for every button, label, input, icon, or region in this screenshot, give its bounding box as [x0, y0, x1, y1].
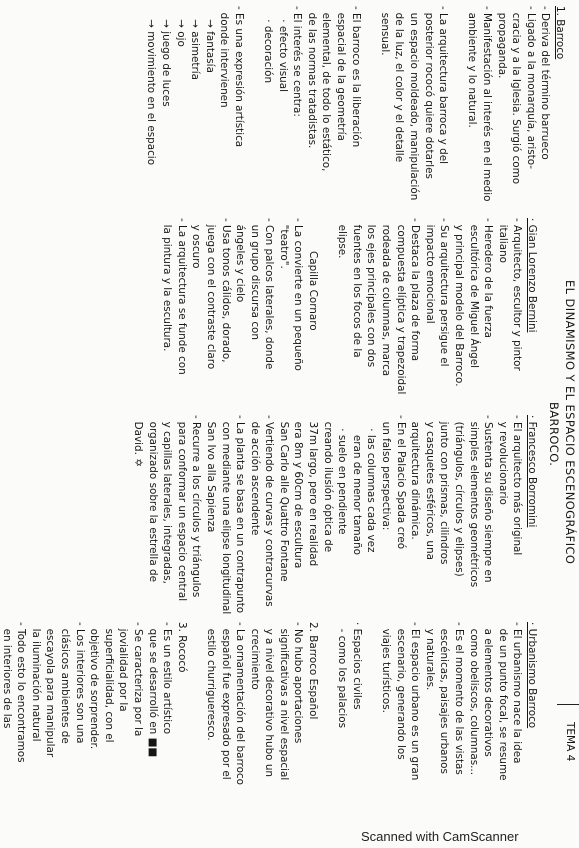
note-line: (triángulos, círculos y elipses)	[453, 415, 466, 577]
column-heading: · Francesco Borromini	[526, 415, 538, 528]
column-urbanismo	[0, 622, 539, 817]
note-line: · decoración	[262, 6, 275, 84]
column-lines	[160, 218, 525, 408]
note-line: - La ornamentación del barroco	[234, 622, 247, 785]
note-line: - En el Palacio Spada creó	[394, 415, 407, 550]
note-line: - El barroco es la liberación	[349, 6, 362, 148]
note-line: clásicos ambientes de	[59, 622, 71, 744]
note-line: · efecto visual	[276, 6, 289, 92]
note-line: - La convierte en un pequeño	[292, 218, 305, 371]
note-line: objetivo de sorprender.	[88, 622, 101, 750]
note-line: - Deriva del término barrueco	[539, 6, 552, 160]
note-line: - Vertiendo de curvas y contracurvas	[263, 415, 276, 607]
note-line: organizado sobre la estrella de	[146, 415, 159, 582]
note-line: propaganda.	[495, 6, 508, 79]
note-line: → ojo	[174, 6, 187, 47]
note-line	[320, 622, 335, 817]
note-line: - El urbanismo nace la idea	[511, 622, 524, 764]
note-line: elipse.	[336, 218, 349, 259]
note-line: elemental, de todo lo estático,	[320, 6, 333, 172]
note-line: - Usa tonos cálidos, dorado,	[219, 218, 232, 363]
note-line: - Ligado a la monarquía, aristo-	[524, 6, 537, 170]
note-line: 37m largo, pero en realidad	[307, 415, 320, 567]
note-line: un grupo discursa con	[248, 218, 261, 340]
note-line	[189, 622, 204, 817]
column-lines	[144, 6, 553, 202]
note-line: - Recurre a los círculos y triángulos	[190, 415, 203, 598]
note-line: escénicas, paisajes urbanos	[438, 622, 451, 774]
note-line: → asimetría	[189, 6, 202, 81]
note-line: → juego de luces	[159, 6, 172, 107]
note-line: - Es una expresión artística	[232, 6, 245, 148]
note-line	[320, 218, 335, 408]
note-line: estilo churrigueresco.	[204, 622, 217, 741]
note-line: arquitectura dinámica.	[409, 415, 422, 540]
note-line: · suelo en pendiente	[336, 415, 349, 535]
note-line: sensual.	[378, 6, 391, 56]
note-line: de la luz, el color y el detalle	[393, 6, 406, 163]
note-line: de las normas tratadistas.	[305, 6, 318, 149]
note-line: creando ilusión óptica de	[321, 415, 334, 553]
note-line: cracia y a la Iglesia. Surgió como	[510, 6, 523, 185]
note-line: - El espacio urbano es un gran	[409, 622, 422, 781]
note-line: juega con el contraste claro	[204, 218, 217, 370]
column-heading: · Gian Lorenzo Bernini	[526, 218, 538, 333]
note-line: - Su arquitectura persigue el	[438, 218, 451, 367]
scanner-watermark: Scanned with CamScanner	[361, 829, 519, 844]
note-line: - No hubo aportaciones	[292, 622, 305, 744]
note-line: → movimiento en el espacio	[145, 6, 158, 166]
note-line: la pintura y la escultura.	[161, 218, 174, 352]
note-line: eran de menor tamaño	[350, 415, 363, 555]
note-line: - El interés se centra:	[291, 6, 304, 117]
note-line: y capillas laterales, integradas,	[161, 415, 174, 584]
note-line: los ejes principales con dos	[365, 218, 378, 368]
note-line: donde intervienen	[218, 6, 231, 108]
note-line: y naturales.	[423, 622, 436, 691]
note-line	[450, 6, 465, 181]
column-borromini	[130, 415, 539, 615]
note-line	[364, 622, 379, 817]
note-line: → fantasía	[203, 6, 216, 73]
note-line: escayola para manipular	[44, 622, 57, 758]
note-line: - Arquitecto, escultor y pintor	[511, 218, 524, 371]
note-line: y oscuro	[190, 218, 203, 269]
note-line: junto con prismas, cilindros	[438, 415, 451, 565]
column-heading: · Urbanismo Barroco	[526, 622, 538, 729]
note-line	[363, 6, 378, 181]
note-line: que se desarrolló en ■■	[146, 622, 159, 758]
note-line: David. ✡	[131, 415, 144, 467]
note-line: posterior rococó quiere dotarles	[422, 6, 435, 179]
note-line: italiano	[496, 218, 509, 264]
note-line: espacial de la geometría	[335, 6, 348, 141]
note-line: San Carlo alle Quattro Fontane	[277, 415, 290, 582]
page-title: EL DINAMISMO Y EL ESPACIO ESCENOGRÁFICO	[563, 280, 577, 565]
note-line: - Es el momento de las vistas	[453, 622, 466, 775]
note-line: San Ivo alla Sapienza	[204, 415, 217, 533]
note-line	[246, 6, 261, 181]
note-line: - Sustenta su diseño siempre en	[482, 415, 495, 583]
column-heading: 1. Barroco	[554, 6, 566, 60]
note-line: en interiores de las	[0, 622, 13, 729]
note-line: - Destaca la plaza de forma	[409, 218, 422, 362]
note-line: · las columnas cada vez	[365, 415, 378, 553]
note-line: ambiente y lo natural.	[466, 6, 479, 128]
note-line: - La arquitectura barroca y del	[437, 6, 450, 164]
note-line: ángeles y cielo	[234, 218, 247, 303]
note-line: un falso perspectiva:	[380, 415, 393, 531]
note-line: viajes turísticos.	[380, 622, 393, 713]
note-line: · Espacios civiles	[350, 622, 363, 710]
note-line: - La planta se basa en un contrapunto	[234, 415, 247, 614]
note-line: 2. Barroco Español	[307, 622, 320, 720]
note-line: - Se caracteriza por la	[131, 622, 144, 737]
page-subtitle: BARROCO.	[547, 402, 561, 467]
note-line: - La arquitectura se funde con	[175, 218, 188, 375]
note-line: rodeada de columnas, marca	[380, 218, 393, 377]
note-line: era 8m y 60cm de escultura	[292, 415, 305, 569]
note-line: superficialidad, con el	[102, 622, 115, 743]
note-line: para conformar un espacio central	[175, 415, 188, 602]
note-line: y casquetes esféricos, una	[423, 415, 436, 560]
column-barroco	[144, 6, 567, 202]
note-line: español fue expresado por el	[219, 622, 232, 780]
note-line: escultórica de Miguel Ángel	[467, 218, 480, 369]
note-line: y principal modelo del Barroco.	[453, 218, 466, 387]
note-line: crecimiento	[248, 622, 261, 690]
column-bernini	[160, 218, 539, 408]
note-line: - Manifestación al interés en el medio	[481, 6, 494, 202]
note-line: - Heredero de la fuerza	[482, 218, 495, 338]
note-line: de un punto focal, se resume	[496, 622, 509, 781]
note-line: y revolucionario	[496, 415, 509, 505]
note-line: con mediante una elipse longitudinal	[219, 415, 232, 615]
note-line: como obeliscos, columnas...	[467, 622, 480, 776]
note-line: Capilla Cornaro	[307, 218, 320, 331]
note-line: un espacio moldeado, manipulación	[408, 6, 421, 201]
note-line: a elementos decorativos	[482, 622, 495, 757]
note-line: - El arquitecto más original	[511, 415, 524, 556]
tema-box-divider	[557, 704, 579, 705]
note-line: de acción ascendente	[248, 415, 261, 536]
note-line: - Los interiores son una	[73, 622, 86, 744]
note-line: simples elementos geométricos	[467, 415, 480, 588]
note-line: - Es un estilo artístico	[161, 622, 174, 735]
note-line: - Con palcos laterales, donde	[263, 218, 276, 370]
note-line: impacto emocional	[423, 218, 436, 324]
column-lines	[0, 622, 524, 817]
note-line: la iluminación natural	[29, 622, 42, 742]
note-line: fuentes en los focos de la	[350, 218, 363, 358]
note-line: escenario, generando los	[394, 622, 407, 760]
note-line: jovialidad por la	[117, 622, 130, 712]
column-lines	[130, 415, 524, 615]
note-line: y a nivel decorativo hubo un	[263, 622, 276, 777]
topic-number: TEMA 4	[564, 722, 576, 762]
note-line: - como los palacios	[336, 622, 349, 729]
note-line: compuesta elíptica y trapezoidal	[394, 218, 407, 395]
note-line: 3. Rococó	[175, 622, 188, 673]
note-line: significativas a nivel espacial	[277, 622, 290, 781]
note-line: "teatro".	[277, 218, 290, 269]
note-line: - Todo esto lo encontramos	[15, 622, 28, 763]
